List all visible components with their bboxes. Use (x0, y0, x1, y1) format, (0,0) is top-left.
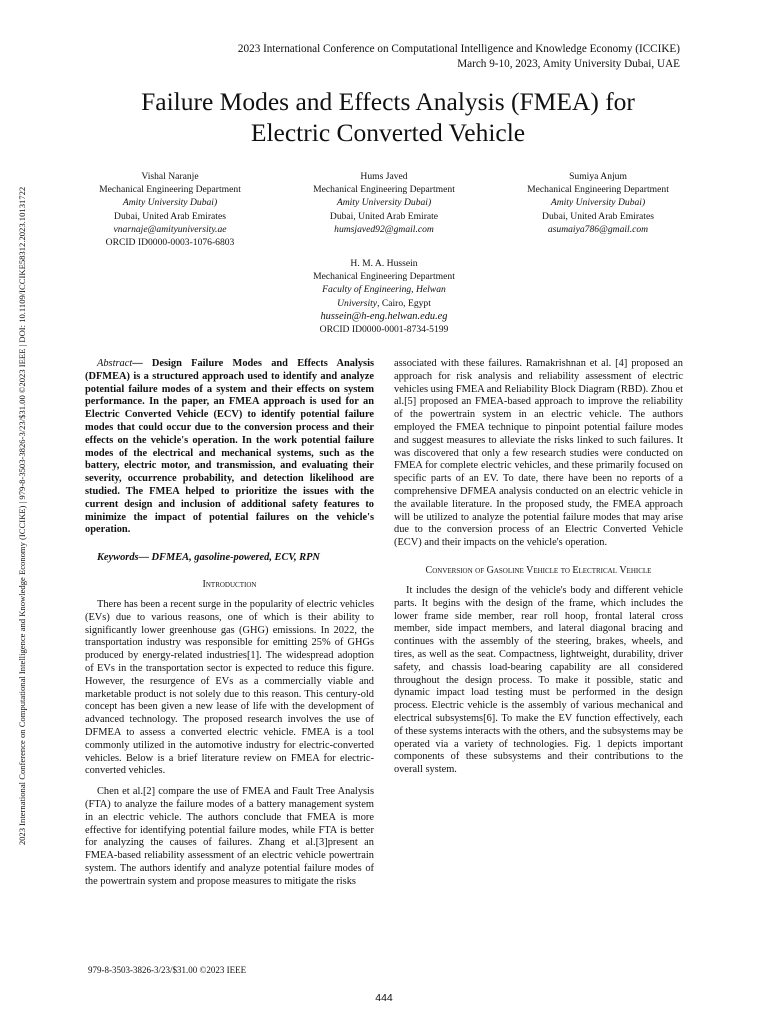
author-location: Dubai, United Arab Emirates (114, 210, 226, 222)
sidebar-text: 2023 International Conference on Computational Intelligence and Knowledge Economy (ICCIKE) | 979-8-3503-3826-3/23/$31.00 ©2023 IEEE | DOI: 10.1109/ICCIKE58312.2023.10131722 (17, 186, 27, 846)
author-block-4 (297, 257, 471, 336)
author-block-1 (85, 170, 255, 249)
left-column (85, 358, 374, 888)
page-number: 444 (375, 992, 393, 1004)
copyright-footer: 979-8-3503-3826-3/23/$31.00 ©2023 IEEE (88, 965, 247, 975)
author-dept: Mechanical Engineering Department (527, 184, 669, 196)
author-block-2 (297, 170, 471, 236)
section-heading-conversion: Conversion of Gasoline Vehicle to Electrical Vehicle (425, 564, 652, 576)
abstract-text: — Design Failure Modes and Effects Analysis (DFMEA) is a structured approach used to identify and analyze potential failure modes of a system and their effects on system performance. In the paper, an FMEA approach is used for an Electric Converted Vehicle (ECV) to identify potential failure modes that could occur due to the conversion process and their effects on the vehicle's operation. In the work potential failure modes of the electrical and mechanical systems, such as the battery, electric motor, and transmission, and evaluating their severity, occurrence probability, and detection likelihood are studied. The FMEA helped to prioritize the issues with the current design and inclusion of additional safety features to minimize the impact of potential failures on the vehicle's operation. (85, 358, 374, 536)
author-email: asumaiya786@gmail.com (547, 223, 649, 235)
author-block-3 (511, 170, 685, 236)
paragraph: associated with these failures. Ramakrishnan et al. [4] proposed an approach for risk analysis and reliability assessment of electric vehicles using FMEA and Reliability Block Diagram (RBD). Zhou et al.[5] proposed an FMEA-based approach to improve the reliability of the powertrain system in an electric vehicle. The authors employed the FMEA technique to pinpoint potential failure modes and suggest measures to alleviate the risks linked to such failures. It was discovered that only a few research studies were conducted on FMEA for complete electric vehicles, and these primarily focused on specific parts of an EV. To date, there have been no reports of a comprehensive DFMEA analysis conducted on an electric vehicle in the available literature. In the proposed study, the FMEA approach will be utilized to analyze the potential failure modes that may arise due to the conversion process of an Electric Converted Vehicle (ECV) and their impacts on the vehicle's operation. (394, 358, 683, 549)
abstract (85, 358, 374, 537)
author-orcid: ORCID ID0000-0001-8734-5199 (319, 324, 449, 336)
abstract-label: Abstract (97, 358, 133, 369)
author-location: Dubai, United Arab Emirates (542, 210, 654, 222)
title-line-1: Failure Modes and Effects Analysis (FMEA) for (141, 87, 635, 116)
conference-dates: March 9-10, 2023, Amity University Dubai, UAE (457, 58, 680, 70)
section-heading-introduction: Introduction (202, 578, 257, 590)
author-name: Hums Javed (360, 171, 408, 182)
author-dept: Mechanical Engineering Department (313, 184, 455, 196)
author-affiliation: Amity University Dubai) (550, 197, 646, 209)
author-affiliation: Amity University Dubai) (336, 197, 432, 209)
sidebar-identifier (6, 116, 38, 916)
conference-header (160, 42, 680, 72)
author-email: hussein@h-eng.helwan.edu.eg (320, 310, 448, 322)
author-affiliation: Amity University Dubai) (122, 197, 218, 209)
paragraph: There has been a recent surge in the popularity of electric vehicles (EVs) due to various reasons, one of which is their ability to significantly lower greenhouse gas (GHG) emissions. In 2022, the transportation industry was responsible for emitting 25% of GHGs produced by energy-related industries[1]. The widespread adoption of EVs in the transportation sector is expected to reduce this figure. However, the resurgence of EVs as a commercially viable and marketable product is not solely due to this reason. This century-old concept has been given a new lease of life with the development of advanced technology. The proposed research involves the use of DFMEA to assess a converted electric vehicle. FMEA is a tool commonly utilized in the automotive industry for electric-converted vehicles. Below is a brief literature review on FMEA for electric-converted vehicles. (85, 598, 374, 777)
paragraph: Chen et al.[2] compare the use of FMEA and Fault Tree Analysis (FTA) to analyze the failure modes of a battery management system in an electric vehicle. The authors conclude that FMEA is more effective for identifying potential failure modes, while FTA is better for analyzing the causes of failures. Zhang et al.[3]present an FMEA-based reliability assessment of an electric vehicle powertrain system. The authors identify and analyze potential failure modes of the powertrain system and propose measures to mitigate the risks (85, 786, 374, 887)
author-dept: Mechanical Engineering Department (99, 184, 241, 196)
title-line-2: Electric Converted Vehicle (250, 118, 526, 147)
author-affiliation: Faculty of Engineering, Helwan (322, 284, 446, 296)
author-location: Dubai, United Arab Emirate (329, 210, 439, 222)
right-column (394, 358, 683, 777)
author-dept: Mechanical Engineering Department (313, 271, 455, 283)
author-orcid: ORCID ID0000-0003-1076-6803 (105, 237, 235, 249)
keywords: Keywords— DFMEA, gasoline-powered, ECV, RPN (97, 552, 320, 564)
author-name: Vishal Naranje (141, 171, 199, 182)
paper-title (60, 86, 716, 148)
author-location: University, Cairo, Egypt (337, 297, 431, 309)
author-name: H. M. A. Hussein (350, 258, 418, 269)
author-email: humsjaved92@gmail.com (334, 223, 434, 235)
author-name: Sumiya Anjum (569, 171, 627, 182)
author-email: vnarnaje@amityuniversity.ae (113, 223, 227, 235)
paragraph: It includes the design of the vehicle's body and different vehicle parts. It begins with the design of the frame, which includes the lower frame side member, rear roll hoop, frontal lateral cross member, side impact members, and lateral diagonal bracing and continues with the assembly of the steering, brakes, wheels, and tires, as well as the seat. Compactness, lightweight, durability, driver safety, and chassis load-bearing capability are all considered throughout the design process. To make it possible, static and dynamic impact load testing must be performed in the design process. Electric vehicle is the assembly of various mechanical and electrical subsystems[6]. To make the EV function effectively, each of these systems interacts with the others, and the subsystems may be operated via a variety of technologies. Fig. 1 depicts important components of these subsystems and their contributions to the overall system. (394, 584, 683, 776)
conference-name: 2023 International Conference on Computational Intelligence and Knowledge Economy (ICCIKE) (237, 43, 680, 55)
